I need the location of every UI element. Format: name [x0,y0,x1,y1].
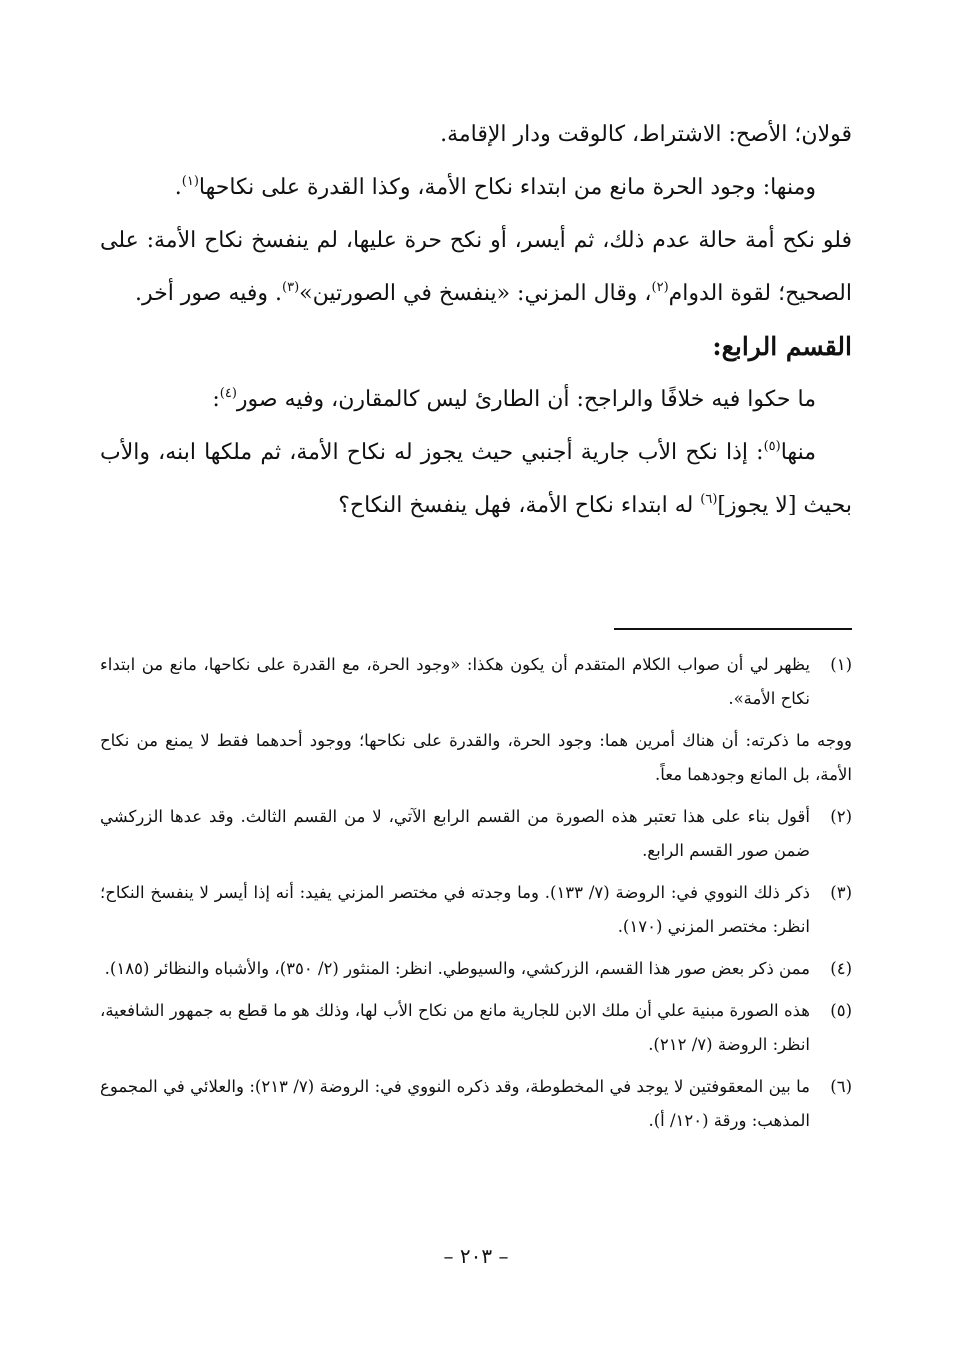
footnote-4 [100,952,852,986]
footnote-ref-4[interactable]: (٤) [219,386,237,401]
page-number: – ٢٠٣ – [443,1244,509,1268]
footnote-ref-3[interactable]: (٣) [282,280,300,295]
footnote-number: (٢) [830,807,852,826]
footnote-1-continuation [100,724,852,792]
section-heading: القسم الرابع: [712,332,852,361]
paragraph-1: قولان؛ الأصح: الاشتراط، كالوقت ودار الإقامة. [440,122,852,147]
footnote-6 [100,1070,852,1138]
footnote-text: ما بين المعقوفتين لا يوجد في المخطوطة، وقد ذكره النووي في: الروضة (٧/ ٢١٣): والعلائي في المجموع المذهب: ورقة (١٢٠/ أ). [100,1077,810,1130]
footnote-3 [100,876,852,944]
footnote-1 [100,648,852,716]
footnote-divider [614,628,852,630]
main-text [100,108,852,532]
paragraph-5: منها$^{(٥)}$: إذا نكح الأب جارية أجنبي حيث يجوز له نكاح الأمة، ثم ملكها ابنه، والأب بحيث [لا يجوز]$^{(٦)}$ له ابتداء نكاح الأمة، فهل ينفسخ النكاح؟ [100,439,852,518]
paragraph-4: ما حكوا فيه خلافًا والراجح: أن الطارئ ليس كالمقارن، وفيه صور$^{(٤)}$: [212,386,816,412]
footnote-text: ذكر ذلك النووي في: الروضة (٧/ ١٣٣). وما وجدته في مختصر المزني يفيد: أنه إذا أيسر لا ينفسخ النكاح؛ انظر: مختصر المزني (١٧٠). [100,883,810,936]
footnote-number: (٣) [830,883,852,902]
footnote-text: ممن ذكر بعض صور هذا القسم، الزركشي، والسيوطي. انظر: المنثور (٢/ ٣٥٠)، والأشباه والنظائر (١٨٥). [104,959,810,978]
footnote-text: ووجه ما ذكرته: أن هناك أمرين هما: وجود الحرة، والقدرة على نكاحها؛ ووجود أحدهما فقط لا يمنع من نكاح الأمة، بل المانع وجودهما معاً. [100,731,852,784]
document-page [100,0,852,1365]
footnote-text: يظهر لي أن صواب الكلام المتقدم أن يكون هكذا: «وجود الحرة، مع القدرة على نكاحها، مانع من ابتداء نكاح الأمة». [100,655,810,708]
footnote-number: (٤) [830,959,852,978]
footnote-number: (٥) [830,1001,852,1020]
footnote-ref-6[interactable]: (٦) [700,492,718,507]
footnote-ref-1[interactable]: (١) [181,174,199,189]
footnote-2 [100,800,852,868]
footnote-number: (٦) [830,1077,852,1096]
footnote-text: هذه الصورة مبنية علي أن ملك الابن للجارية مانع من نكاح الأب لها، وذلك هو ما قطع به جمهور الشافعية، انظر: الروضة (٧/ ٢١٢). [100,1001,810,1054]
footnote-ref-5[interactable]: (٥) [763,439,781,454]
footnotes [100,648,852,1146]
footnote-5 [100,994,852,1062]
footnote-ref-2[interactable]: (٢) [651,280,669,295]
footnote-text: أقول بناء على هذا تعتبر هذه الصورة من القسم الرابع الآتي، لا من القسم الثالث. وقد عدها الزركشي ضمن صور القسم الرابع. [100,807,810,860]
paragraph-3: فلو نكح أمة حالة عدم ذلك، ثم أيسر، أو نكح حرة عليها، لم ينفسخ نكاح الأمة: على الصحيح؛ لقوة الدوام$^{(٢)}$، وقال المزني: «ينفسخ في الصورتين»$^{(٣)}$. وفيه صور أخر. [100,228,852,306]
paragraph-2: ومنها: وجود الحرة مانع من ابتداء نكاح الأمة، وكذا القدرة على نكاحها$^{(١)}$. [174,174,816,200]
footnote-number: (١) [830,655,852,674]
